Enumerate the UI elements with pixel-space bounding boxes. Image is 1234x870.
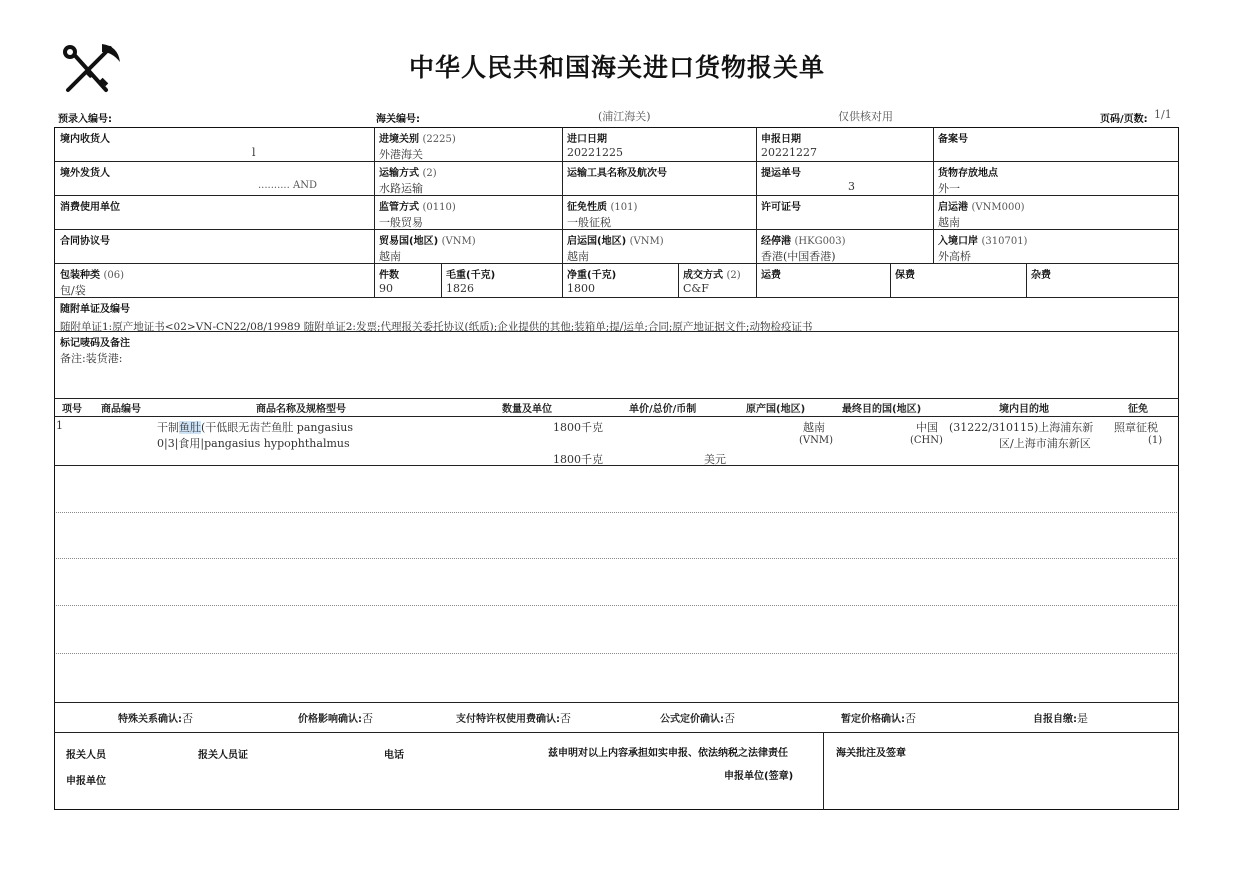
pre-entry-no-label: 预录入编号: xyxy=(58,114,112,125)
goods-item-levy-code: (1) xyxy=(1148,435,1163,446)
pieces-value: 90 xyxy=(379,282,393,295)
stop-port-cell xyxy=(761,232,846,264)
col-divider xyxy=(374,127,375,263)
port-loading-label: 启运港 xyxy=(938,202,968,213)
goods-item-origin: 越南 xyxy=(803,421,825,434)
stop-port-value: 香港(中国香港) xyxy=(761,250,836,263)
trade-country-value: 越南 xyxy=(379,250,401,263)
deal-mode-cell xyxy=(683,266,741,295)
goods-item-origin-code: (VNM) xyxy=(799,435,834,446)
storage-label: 货物存放地点 xyxy=(938,168,998,179)
marks-value: 备注:装货港: xyxy=(60,352,123,365)
consignee-label: 境内收货人 xyxy=(60,134,110,145)
form-title: 中华人民共和国海关进口货物报关单 xyxy=(408,53,825,82)
goods-item-currency: 美元 xyxy=(704,453,726,466)
origin-country-label: 启运国(地区) xyxy=(567,236,627,247)
bl-no-value: 3 xyxy=(848,180,855,193)
customs-note-label: 海关批注及签章 xyxy=(836,748,906,759)
price-impact-confirm xyxy=(298,710,373,726)
goods-item-qty-declared: 1800千克 xyxy=(553,453,603,466)
record-no-cell xyxy=(938,130,968,145)
col-divider xyxy=(756,127,757,263)
freight-cell xyxy=(761,266,781,281)
gross-weight-label: 毛重(千克) xyxy=(446,270,496,281)
bl-no-label: 提运单号 xyxy=(761,168,801,179)
provisional-price-label: 暂定价格确认: xyxy=(841,714,905,725)
col-divider xyxy=(1026,263,1027,297)
deal-mode-value: C&F xyxy=(683,282,709,295)
goods-item-qty-legal: 1800千克 xyxy=(553,421,603,434)
col-divider xyxy=(890,263,891,297)
import-date-label: 进口日期 xyxy=(567,134,607,145)
levy-nature-label: 征免性质 xyxy=(567,202,607,213)
stop-port-label: 经停港 xyxy=(761,236,791,247)
goods-item-destination: 中国 xyxy=(916,421,938,434)
declare-date-label: 申报日期 xyxy=(761,134,801,145)
supervision-cell xyxy=(379,198,456,230)
goods-header-hs-code: 商品编号 xyxy=(101,404,141,415)
import-date-value: 20221225 xyxy=(567,146,623,159)
goods-header-quantity: 数量及单位 xyxy=(502,404,552,415)
transport-mode-value: 水路运输 xyxy=(379,182,423,195)
self-pay-confirm xyxy=(1033,710,1088,726)
storage-value: 外一 xyxy=(938,182,960,195)
goods-item-destination-code: (CHN) xyxy=(910,435,943,446)
misc-fee-label: 杂费 xyxy=(1031,270,1051,281)
row-divider xyxy=(54,297,1179,298)
goods-row-divider xyxy=(56,558,1177,559)
consignee-value: l xyxy=(252,146,256,159)
entry-port-code: (310701) xyxy=(981,236,1028,247)
declaring-unit-seal-label: 申报单位(签章) xyxy=(724,771,794,782)
row-divider xyxy=(54,465,1179,466)
goods-row-divider xyxy=(56,605,1177,606)
consignor-cell xyxy=(60,164,110,179)
declaring-unit-label: 申报单位 xyxy=(66,776,106,787)
goods-item-name-line1 xyxy=(157,419,353,435)
col-divider xyxy=(756,263,757,297)
license-label: 许可证号 xyxy=(761,202,801,213)
trade-country-label: 贸易国(地区) xyxy=(379,236,439,247)
attached-docs-cell xyxy=(60,300,812,334)
formula-price-label: 公式定价确认: xyxy=(660,714,724,725)
package-cell xyxy=(60,266,124,298)
transport-mode-label: 运输方式 xyxy=(379,168,419,179)
customs-no-label: 海关编号: xyxy=(376,114,420,125)
goods-item-domestic-line1: (31222/310115)上海浦东新 xyxy=(949,421,1094,434)
marks-cell xyxy=(60,334,130,366)
goods-item-no: 1 xyxy=(56,419,63,432)
levy-nature-value: 一般征税 xyxy=(567,216,611,229)
review-only-note: 仅供核对用 xyxy=(838,110,893,123)
special-relation-label: 特殊关系确认: xyxy=(118,714,182,725)
supervision-code: (0110) xyxy=(422,202,456,213)
transport-mode-code: (2) xyxy=(422,168,437,179)
formula-price-confirm xyxy=(660,710,735,726)
goods-name-prefix: 干制 xyxy=(157,421,179,434)
stop-port-code: (HKG003) xyxy=(794,236,846,247)
entry-customs-cell xyxy=(379,130,456,162)
package-label: 包装种类 xyxy=(60,270,100,281)
col-divider xyxy=(933,127,934,263)
customs-office: (浦江海关) xyxy=(598,110,651,123)
goods-name-suffix: (干低眼无齿芒鱼肚 pangasius xyxy=(201,421,353,434)
legal-statement: 兹申明对以上内容承担如实申报、依法纳税之法律责任 xyxy=(548,748,788,759)
col-divider xyxy=(441,263,442,297)
goods-header-description: 商品名称及规格型号 xyxy=(256,404,346,415)
entry-port-value: 外高桥 xyxy=(938,250,971,263)
goods-header-destination: 最终目的国(地区) xyxy=(842,404,922,415)
attached-docs-label: 随附单证及编号 xyxy=(60,304,130,315)
row-divider xyxy=(54,702,1179,703)
royalty-confirm xyxy=(456,710,571,726)
origin-country-cell xyxy=(567,232,664,264)
goods-item-name-line2: 0|3|食用|pangasius hypophthalmus xyxy=(157,437,350,450)
provisional-price-confirm xyxy=(841,710,916,726)
row-divider xyxy=(54,398,1179,399)
license-cell xyxy=(761,198,801,213)
trade-country-code: (VNM) xyxy=(441,236,476,247)
declare-date-value: 20221227 xyxy=(761,146,817,159)
contract-label: 合同协议号 xyxy=(60,236,110,247)
vessel-cell xyxy=(567,164,667,179)
origin-country-value: 越南 xyxy=(567,250,589,263)
goods-header-price: 单价/总价/币制 xyxy=(629,404,697,415)
storage-cell xyxy=(938,164,998,196)
gross-weight-value: 1826 xyxy=(446,282,474,295)
col-divider xyxy=(678,263,679,297)
vessel-label: 运输工具名称及航次号 xyxy=(567,168,667,179)
consignee-cell xyxy=(60,130,110,145)
goods-header-item-no: 项号 xyxy=(62,404,82,415)
freight-label: 运费 xyxy=(761,270,781,281)
pieces-label: 件数 xyxy=(379,270,399,281)
entry-customs-code: (2225) xyxy=(422,134,456,145)
supervision-label: 监管方式 xyxy=(379,202,419,213)
phone-label: 电话 xyxy=(384,750,404,761)
royalty-value: 否 xyxy=(560,712,571,725)
entry-port-cell xyxy=(938,232,1027,264)
attached-docs-value: 随附单证1:原产地证书<02>VN-CN22/08/19989 随附单证2:发票;代理报关委托协议(纸质);企业提供的其他;装箱单;提/运单;合同;原产地证据文件;动物检疫证书 xyxy=(60,321,813,333)
insurance-label: 保费 xyxy=(895,270,915,281)
goods-item-domestic-line2: 区/上海市浦东新区 xyxy=(999,437,1091,450)
price-impact-label: 价格影响确认: xyxy=(298,714,362,725)
consignor-label: 境外发货人 xyxy=(60,168,110,179)
consumer-cell xyxy=(60,198,120,213)
special-relation-value: 否 xyxy=(182,712,193,725)
supervision-value: 一般贸易 xyxy=(379,216,423,229)
port-loading-cell xyxy=(938,198,1025,230)
levy-nature-code: (101) xyxy=(610,202,638,213)
consignor-value: .......... AND xyxy=(258,180,317,191)
royalty-label: 支付特许权使用费确认: xyxy=(456,714,560,725)
pieces-cell xyxy=(379,266,399,295)
special-relation-confirm xyxy=(118,710,193,726)
price-impact-value: 否 xyxy=(362,712,373,725)
declarant-label: 报关人员 xyxy=(66,750,106,761)
row-divider xyxy=(54,416,1179,417)
net-weight-value: 1800 xyxy=(567,282,595,295)
trade-country-cell xyxy=(379,232,476,264)
formula-price-value: 否 xyxy=(724,712,735,725)
consumer-label: 消费使用单位 xyxy=(60,202,120,213)
marks-label: 标记唛码及备注 xyxy=(60,338,130,349)
col-divider xyxy=(823,732,824,810)
port-loading-value: 越南 xyxy=(938,216,960,229)
entry-customs-value: 外港海关 xyxy=(379,148,423,161)
package-code: (06) xyxy=(103,270,125,281)
entry-port-label: 入境口岸 xyxy=(938,236,978,247)
deal-mode-code: (2) xyxy=(726,270,741,281)
col-divider xyxy=(374,263,375,297)
origin-country-code: (VNM) xyxy=(629,236,664,247)
deal-mode-label: 成交方式 xyxy=(683,270,723,281)
goods-header-levy: 征免 xyxy=(1128,404,1148,415)
contract-cell xyxy=(60,232,110,247)
provisional-price-value: 否 xyxy=(905,712,916,725)
goods-item-levy: 照章征税 xyxy=(1114,421,1158,434)
col-divider xyxy=(562,127,563,263)
self-pay-value: 是 xyxy=(1077,712,1088,725)
net-weight-label: 净重(千克) xyxy=(567,270,617,281)
row-divider xyxy=(54,732,1179,733)
record-no-label: 备案号 xyxy=(938,134,968,145)
page-value: 1/1 xyxy=(1154,108,1172,121)
net-weight-cell xyxy=(567,266,616,295)
goods-row-divider xyxy=(56,512,1177,513)
declarant-cert-label: 报关人员证 xyxy=(198,750,248,761)
goods-header-domestic-dest: 境内目的地 xyxy=(999,404,1049,415)
page-label: 页码/页数: xyxy=(1100,114,1148,125)
entry-customs-label: 进境关别 xyxy=(379,134,419,145)
goods-header-origin: 原产国(地区) xyxy=(746,404,806,415)
declare-date-cell xyxy=(761,130,817,159)
levy-nature-cell xyxy=(567,198,637,230)
gross-weight-cell xyxy=(446,266,495,295)
transport-mode-cell xyxy=(379,164,437,196)
col-divider xyxy=(562,263,563,297)
goods-name-highlight: 鱼肚 xyxy=(179,421,201,434)
bl-no-cell xyxy=(761,164,801,179)
goods-row-divider xyxy=(56,653,1177,654)
port-loading-code: (VNM000) xyxy=(971,202,1025,213)
row-divider xyxy=(54,195,1179,196)
package-value: 包/袋 xyxy=(60,284,86,297)
import-date-cell xyxy=(567,130,623,159)
misc-fee-cell xyxy=(1031,266,1051,281)
row-divider xyxy=(54,161,1179,162)
self-pay-label: 自报自缴: xyxy=(1033,714,1077,725)
insurance-cell xyxy=(895,266,915,281)
